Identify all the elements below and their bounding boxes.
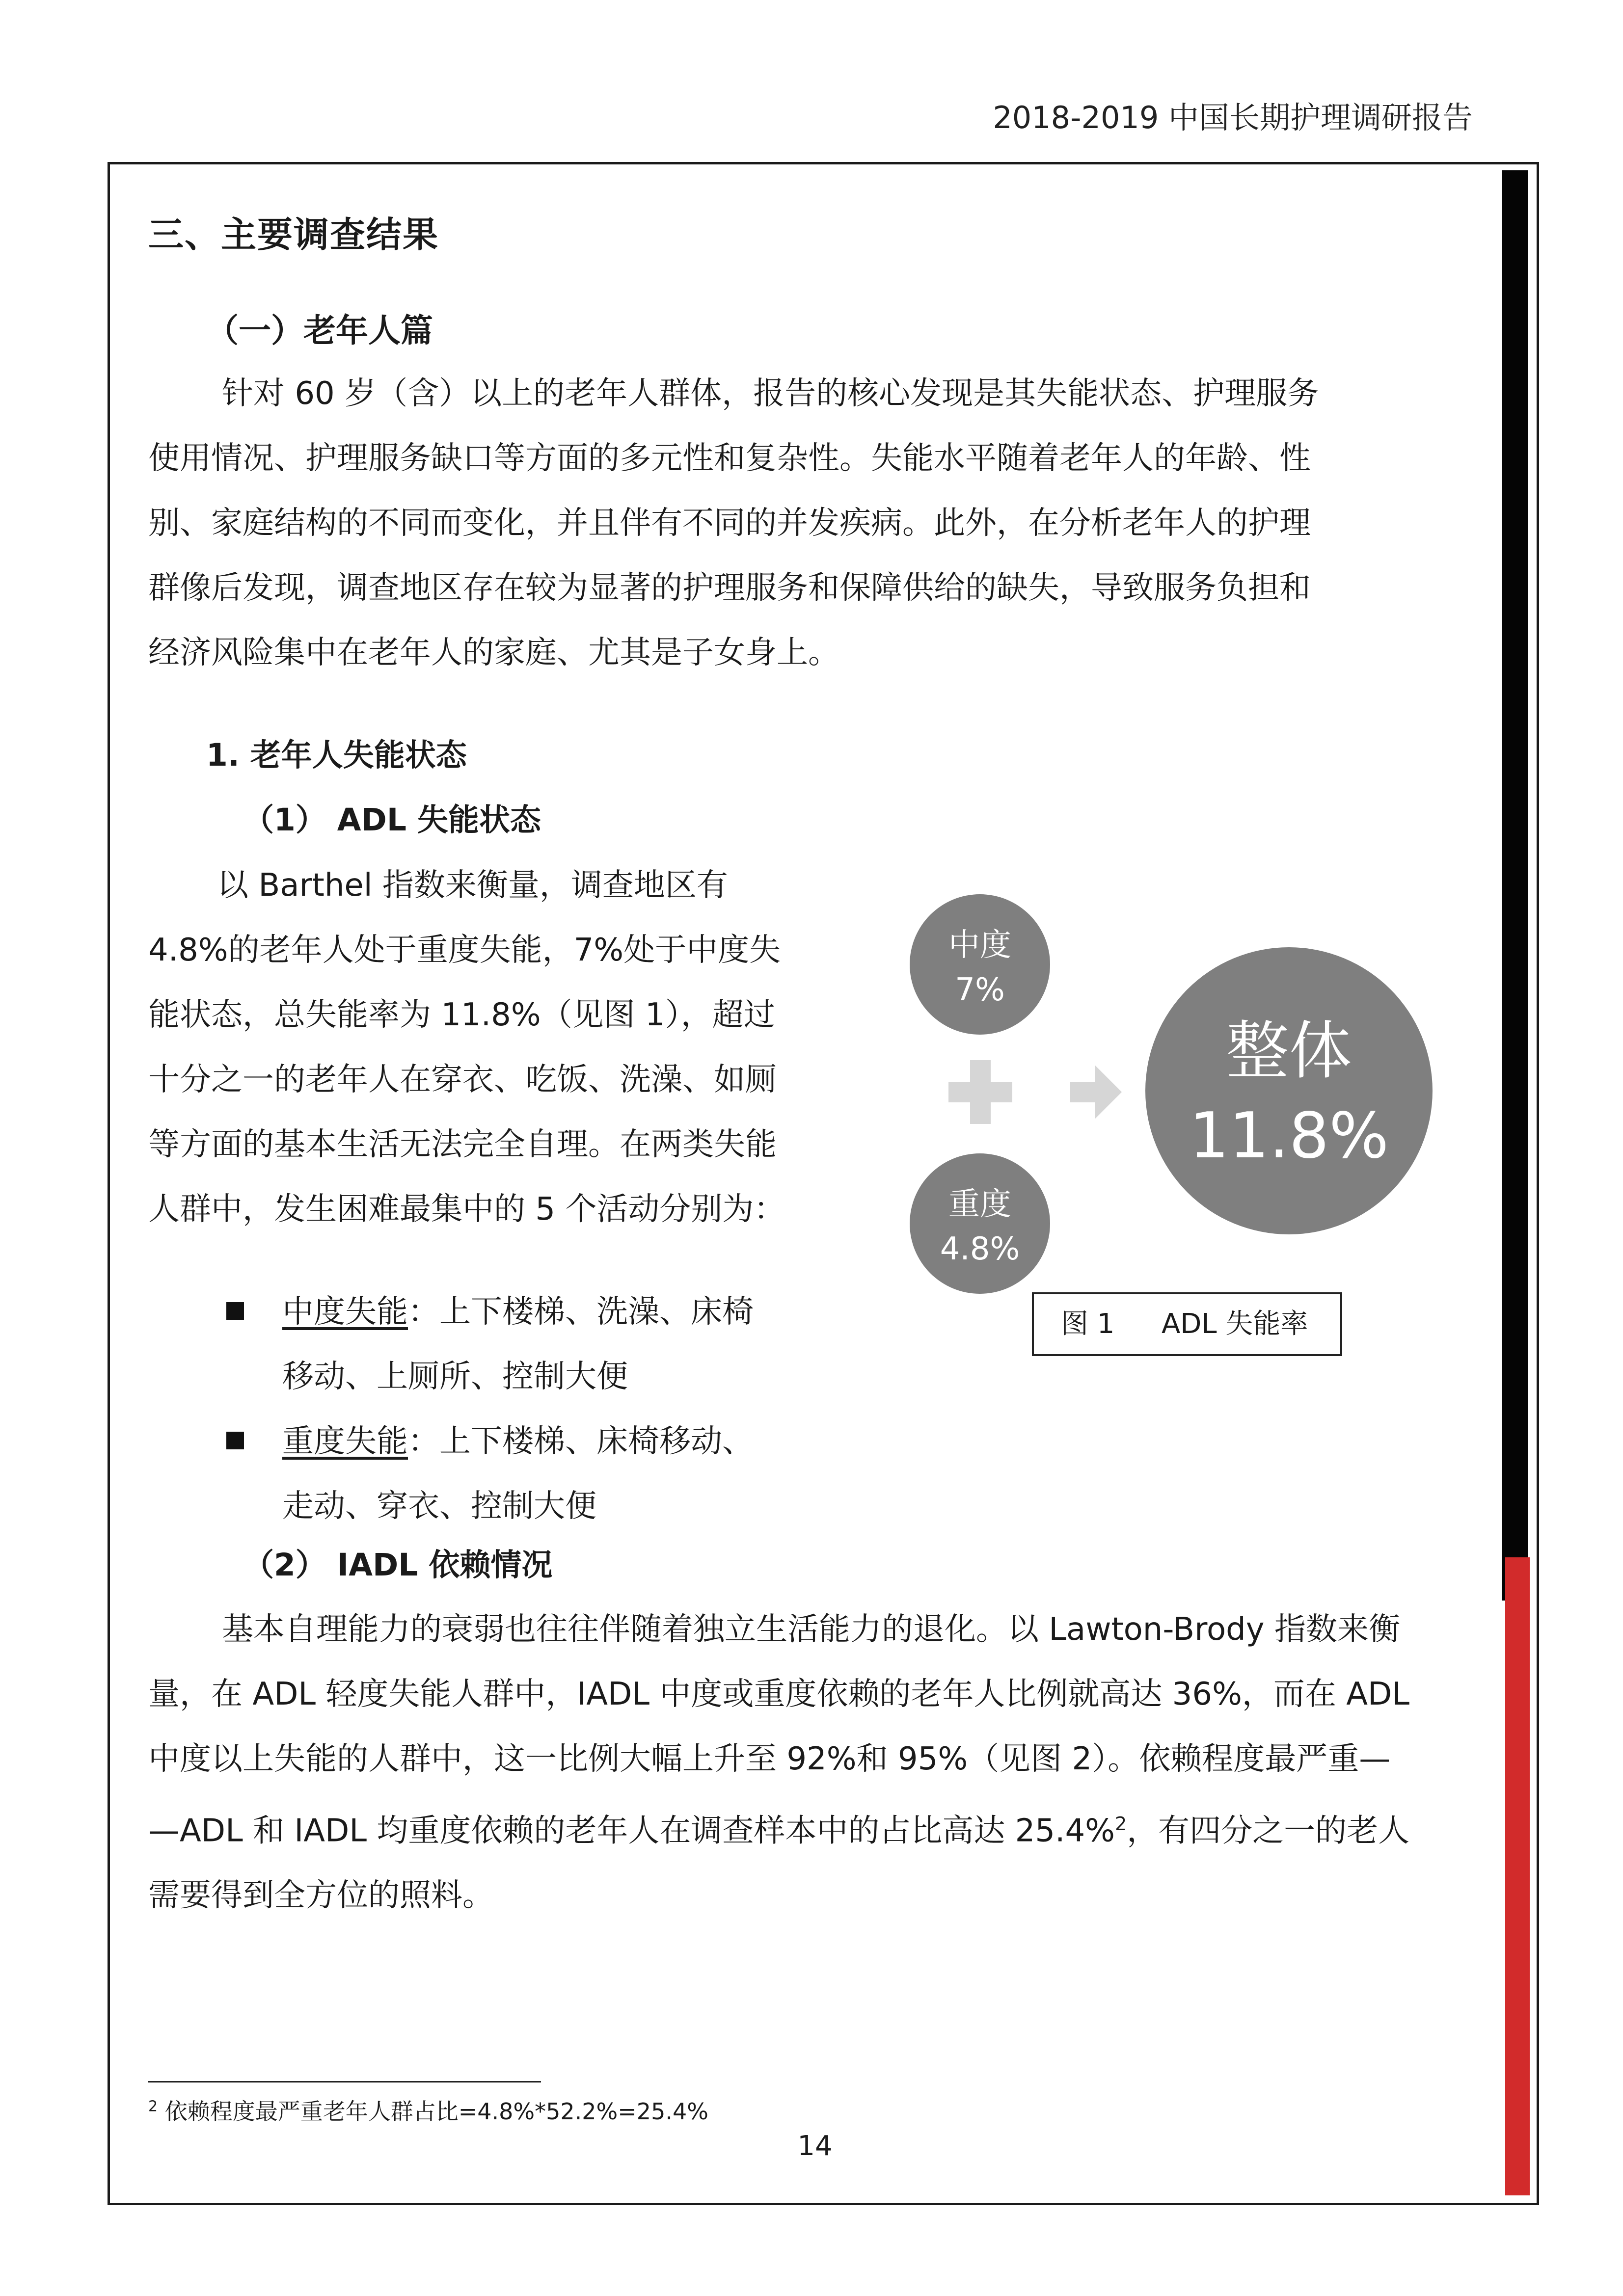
intro-line: 别、家庭结构的不同而变化，并且伴有不同的并发疾病。此外，在分析老年人的护理 (148, 505, 1311, 541)
subsection-title: （一）老年人篇 (206, 312, 433, 349)
iadl-paragraph (148, 1597, 1409, 1928)
bullet-square-icon (226, 1432, 244, 1449)
bullet-label: 重度失能 (282, 1423, 408, 1460)
bullet-label: 中度失能 (282, 1294, 408, 1330)
adl-line: 以 Barthel 指数来衡量，调查地区有 (217, 867, 728, 904)
difficulty-list (223, 1280, 754, 1539)
caption-number: 图 1 (1061, 1308, 1115, 1340)
iadl-line: 量，在 ADL 轻度失能人群中，IADL 中度或重度依赖的老年人比例就高达 36%，而在 ADL (148, 1676, 1409, 1712)
figure-caption (1032, 1292, 1342, 1356)
caption-text: ADL 失能率 (1162, 1308, 1308, 1340)
bullet-text: ：上下楼梯、床椅移动、 (408, 1423, 754, 1460)
footnote-marker: 2 (148, 2098, 158, 2115)
severe-value: 4.8% (940, 1231, 1020, 1267)
moderate-value: 7% (955, 972, 1005, 1008)
intro-line: 群像后发现，调查地区存在较为显著的护理服务和保障供给的缺失，导致服务负担和 (148, 570, 1311, 606)
severe-disability-circle (910, 1153, 1050, 1294)
iadl-line: 需要得到全方位的照料。 (148, 1877, 494, 1914)
total-disability-circle (1145, 947, 1433, 1234)
total-value: 11.8% (1189, 1099, 1389, 1173)
intro-line: 针对 60 岁（含）以上的老年人群体，报告的核心发现是其失能状态、护理服务 (222, 375, 1319, 412)
total-label: 整体 (1226, 1015, 1352, 1088)
intro-line: 使用情况、护理服务缺口等方面的多元性和复杂性。失能水平随着老年人的年龄、性 (148, 440, 1311, 477)
bullet-text: 移动、上厕所、控制大便 (282, 1359, 628, 1395)
list-item (223, 1409, 754, 1539)
side-bar-red (1505, 1557, 1530, 2195)
running-header: 2018-2019 中国长期护理调研报告 (993, 100, 1473, 135)
side-bar-black (1502, 170, 1528, 1601)
iadl-line: —ADL 和 IADL 均重度依赖的老年人在调查样本中的占比高达 25.4%$^2$，有四分之一的老人 (148, 1813, 1410, 1849)
section-title: 三、主要调查结果 (148, 214, 439, 255)
page-number: 14 (797, 2130, 833, 2162)
intro-paragraph (148, 361, 1380, 685)
bullet-square-icon (226, 1302, 244, 1320)
adl-line: 十分之一的老年人在穿衣、吃饭、洗澡、如厕 (148, 1062, 777, 1098)
list-item (223, 1280, 754, 1409)
iadl-line: 中度以上失能的人群中，这一比例大幅上升至 92%和 95%（见图 2）。依赖程度最严重— (148, 1741, 1391, 1777)
bullet-text: ：上下楼梯、洗澡、床椅 (408, 1294, 754, 1330)
iadl-line: 基本自理能力的衰弱也往往伴随着独立生活能力的退化。以 Lawton-Brody 指数来衡 (222, 1611, 1400, 1648)
heading-iadl: （2） IADL 依赖情况 (243, 1547, 553, 1583)
footnote-text: 依赖程度最严重老年人群占比=4.8%*52.2%=25.4% (158, 2098, 708, 2125)
intro-line: 经济风险集中在老年人的家庭、尤其是子女身上。 (148, 635, 839, 671)
footnote (148, 2094, 708, 2126)
footnote-divider (148, 2081, 541, 2082)
bullet-text: 走动、穿衣、控制大便 (282, 1488, 596, 1524)
moderate-label: 中度 (948, 927, 1011, 963)
adl-line: 人群中，发生困难最集中的 5 个活动分别为： (148, 1191, 785, 1228)
adl-line: 能状态，总失能率为 11.8%（见图 1），超过 (148, 997, 775, 1033)
arrow-right-icon (1070, 1065, 1122, 1119)
heading-disability-status: 1. 老年人失能状态 (206, 737, 467, 773)
severe-label: 重度 (948, 1186, 1011, 1223)
adl-paragraph (148, 853, 785, 1242)
plus-icon (948, 1060, 1012, 1124)
moderate-disability-circle (910, 894, 1050, 1035)
heading-adl: （1） ADL 失能状态 (243, 802, 541, 838)
adl-line: 4.8%的老年人处于重度失能，7%处于中度失 (148, 932, 781, 968)
footnote-reference[interactable]: 2 (1115, 1813, 1127, 1835)
adl-line: 等方面的基本生活无法完全自理。在两类失能 (148, 1126, 777, 1163)
